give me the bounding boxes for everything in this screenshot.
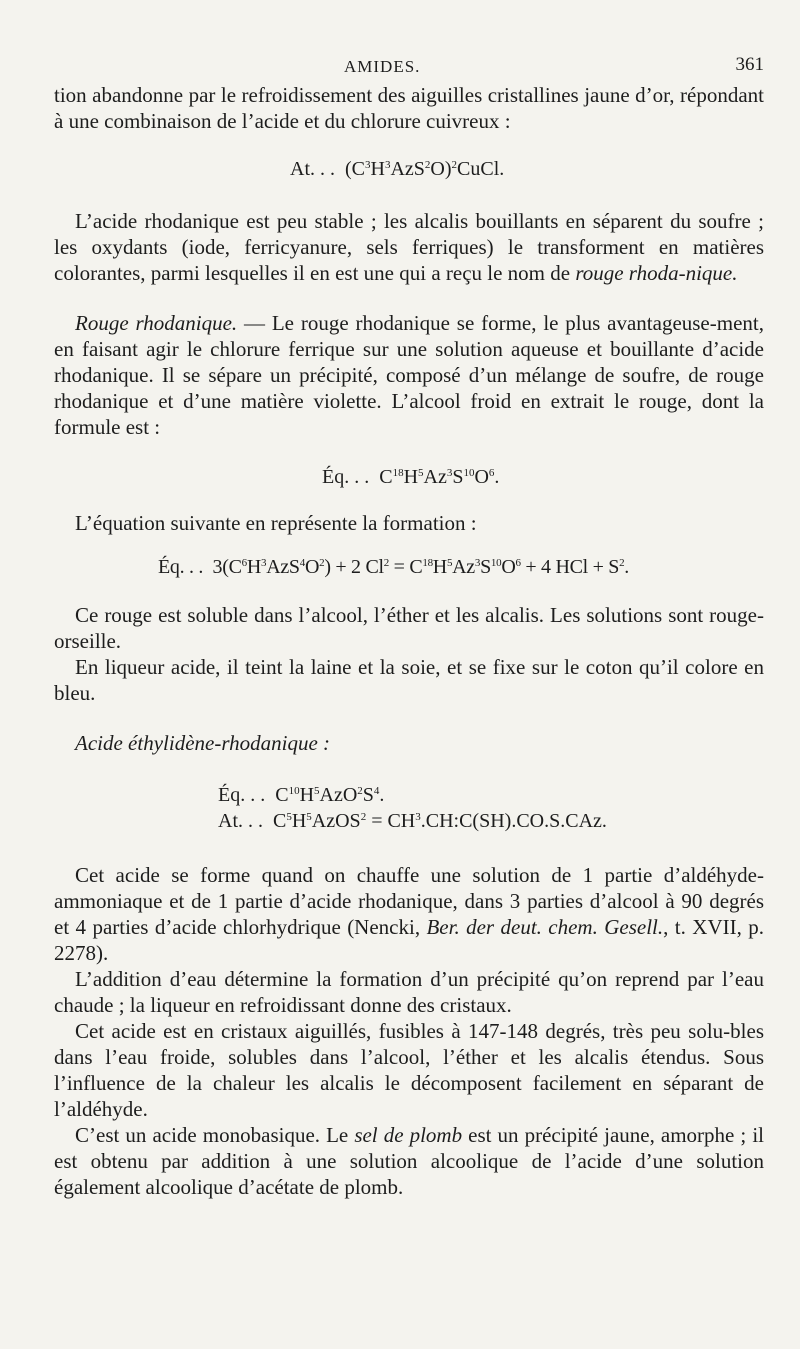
formula-rouge-rhodanique: Éq. . . $C^{18}H^5Az^3S^{10}O^6$. [322,466,500,488]
paragraph-3: Rouge rhodanique. — Le rouge rhodanique se forme, le plus avantageuse-ment, en faisant agir le chlorure ferrique sur une solution aqueuse et bouillante d’acide rhodanique. Il se sépare un précipité, composé d’un mélange de soufre, de rouge rhodanique et d’une matière violette. L’alcool froid en extrait le rouge, dont la formule est : [54,311,764,439]
page [54,52,764,1200]
formula-copper-compound: At. . . $(C^3H^3AzS^2O)^2CuCl$. [290,158,505,180]
section-title-ethylidene: Acide éthylidène-rhodanique : [75,731,331,755]
paragraph-2: L’acide rhodanique est peu stable ; les alcalis bouillants en séparent du soufre ; les oxydants (iode, ferricyanure, sels ferriques) le transforment en matières colorantes, parmi lesquelles il en est une qui a reçu le nom de rouge rhoda-nique. [54,209,764,285]
formula-eq-ethylidene: Éq. . . $C^{10}H^5AzO^2S^4$. [218,784,385,806]
paragraph-7: Cet acide se forme quand on chauffe une solution de 1 partie d’aldéhyde-ammoniaque et de 1 partie d’acide rhodanique, dans 3 parties d’alcool à 90 degrés et 4 parties d’acide chlorhydrique (Nencki, Ber. der deut. chem. Gesell., t. XVII, p. 2278). [54,863,764,965]
running-header [54,52,764,82]
formula-at-ethylidene: At. . . $C^5H^5AzOS^2$ = $CH^3.CH:C(SH).CO.S.CAz$. [218,810,607,832]
paragraph-5: Ce rouge est soluble dans l’alcool, l’éther et les alcalis. Les solutions sont rouge-orseille. [54,603,764,653]
page-number: 361 [735,54,764,75]
running-title: AMIDES. [344,57,421,76]
paragraph-8: L’addition d’eau détermine la formation d’un précipité qu’on reprend par l’eau chaude ; la liqueur en refroidissant donne des cristaux. [54,967,764,1017]
paragraph-4: L’équation suivante en représente la formation : [75,511,477,535]
paragraph-6: En liqueur acide, il teint la laine et la soie, et se fixe sur le coton qu’il colore en bleu. [54,655,764,705]
formula-equation: Éq. . . $3(C^6H^3AzS^4O^2) + 2$ $Cl^2 = C^{18}H^5Az^3S^{10}O^6 + 4$ HCl + $S^2$. [158,556,629,578]
paragraph-9: Cet acide est en cristaux aiguillés, fusibles à 147-148 degrés, très peu solu-bles dans l’eau froide, solubles dans l’alcool, l’éther et les alcalis étendus. Sous l’influence de la chaleur les alcalis le décomposent facilement en séparant de l’aldéhyde. [54,1019,764,1121]
paragraph-1: tion abandonne par le refroidissement des aiguilles cristallines jaune d’or, répondant à une combinaison de l’acide et du chlorure cuivreux : [54,83,764,133]
section-title-rouge-rhodanique: Rouge rhodanique. [75,311,238,335]
paragraph-10: C’est un acide monobasique. Le sel de plomb est un précipité jaune, amorphe ; il est obtenu par addition à une solution alcoolique de l’acide d’une solution également alcoolique d’acétate de plomb. [54,1123,764,1199]
